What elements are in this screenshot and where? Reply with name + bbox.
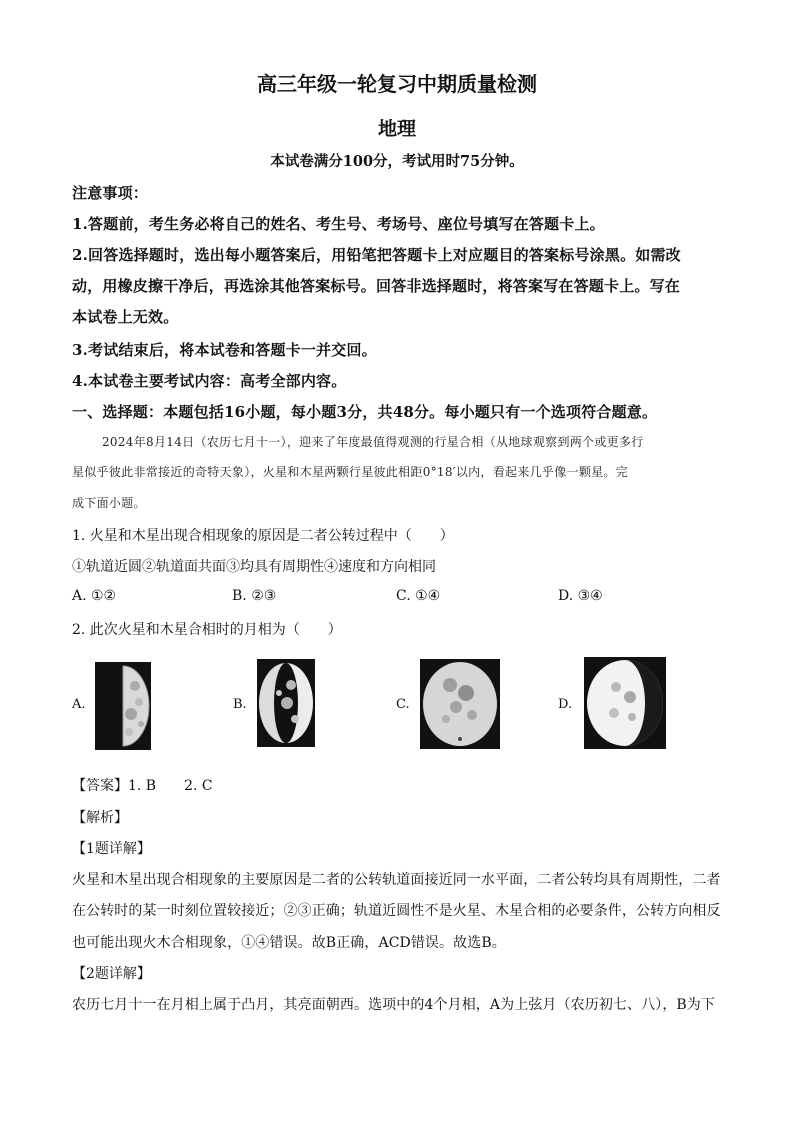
note-item: 动，用橡皮擦干净后，再选涂其他答案标号。回答非选择题时，将答案写在答题卡上。写在 [72, 277, 681, 295]
exam-info: 本试卷满分100分，考试用时75分钟。 [270, 153, 524, 170]
moon-phase-a-image [95, 662, 151, 750]
analysis-label: 【解析】 [72, 810, 128, 826]
section-heading: 一、选择题：本题包括16小题，每小题3分，共48分。每小题只有一个选项符合题意。 [72, 403, 658, 421]
note-item: 4.本试卷主要考试内容：高考全部内容。 [72, 372, 347, 390]
q2-analysis-heading: 【2题详解】 [72, 966, 151, 982]
moon-phase-c-image [420, 659, 500, 749]
q1-analysis-heading: 【1题详解】 [72, 841, 151, 857]
note-item: 3.考试结束后，将本试卷和答题卡一并交回。 [72, 341, 377, 359]
q1-statements: ①轨道近圆②轨道面共面③均具有周期性④速度和方向相同 [72, 559, 436, 575]
passage-line: 星似乎彼此非常接近的奇特天象），火星和木星两颗行星彼此相距0°18′以内，看起来几乎像一颗星。完 [72, 465, 629, 479]
note-item: 本试卷上无效。 [72, 308, 179, 326]
passage-line: 成下面小题。 [72, 496, 146, 510]
note-item: 2.回答选择题时，选出每小题答案后，用铅笔把答题卡上对应题目的答案标号涂黑。如需改 [72, 246, 681, 264]
subject-title: 地理 [377, 118, 416, 140]
moon-phase-d-image [584, 657, 666, 749]
exam-title: 高三年级一轮复习中期质量检测 [257, 72, 537, 96]
q2-option-c-label: C. [396, 697, 410, 712]
notes-heading: 注意事项： [72, 184, 149, 202]
q2-option-d-label: D. [558, 697, 573, 712]
q2-option-b-label: B. [233, 697, 247, 712]
answer-text: 1. B 2. C [128, 778, 213, 794]
q1-option-a: A. ①② [72, 588, 117, 604]
q2-stem: 2. 此次火星和木星合相时的月相为（ ） [72, 622, 342, 638]
q1-option-c: C. ①④ [396, 588, 441, 604]
q1-stem: 1. 火星和木星出现合相现象的原因是二者公转过程中（ ） [72, 528, 454, 544]
q2-analysis-line: 农历七月十一在月相上属于凸月，其亮面朝西。选项中的4个月相，A为上弦月（农历初七、八），B为下 [72, 997, 716, 1013]
q2-option-a-label: A. [72, 697, 86, 712]
q1-analysis-line: 也可能出现火木合相现象，①④错误。故B正确，ACD错误。故选B。 [72, 935, 506, 951]
note-item: 1.答题前，考生务必将自己的姓名、考生号、考场号、座位号填写在答题卡上。 [72, 215, 605, 233]
q1-option-b: B. ②③ [232, 588, 277, 604]
answer-label: 【答案】 [72, 778, 128, 794]
q1-analysis-line: 火星和木星出现合相现象的主要原因是二者的公转轨道面接近同一水平面，二者公转均具有周期性，二者 [72, 872, 721, 888]
answer-line [72, 775, 213, 795]
q1-option-d: D. ③④ [558, 588, 603, 604]
q1-analysis-line: 在公转时的某一时刻位置较接近；②③正确；轨道近圆性不是火星、木星合相的必要条件，公转方向相反 [72, 903, 721, 919]
moon-phase-b-image [257, 659, 315, 747]
passage-line: 2024年8月14日（农历七月十一），迎来了年度最值得观测的行星合相（从地球观察到两个或更多行 [102, 435, 644, 449]
